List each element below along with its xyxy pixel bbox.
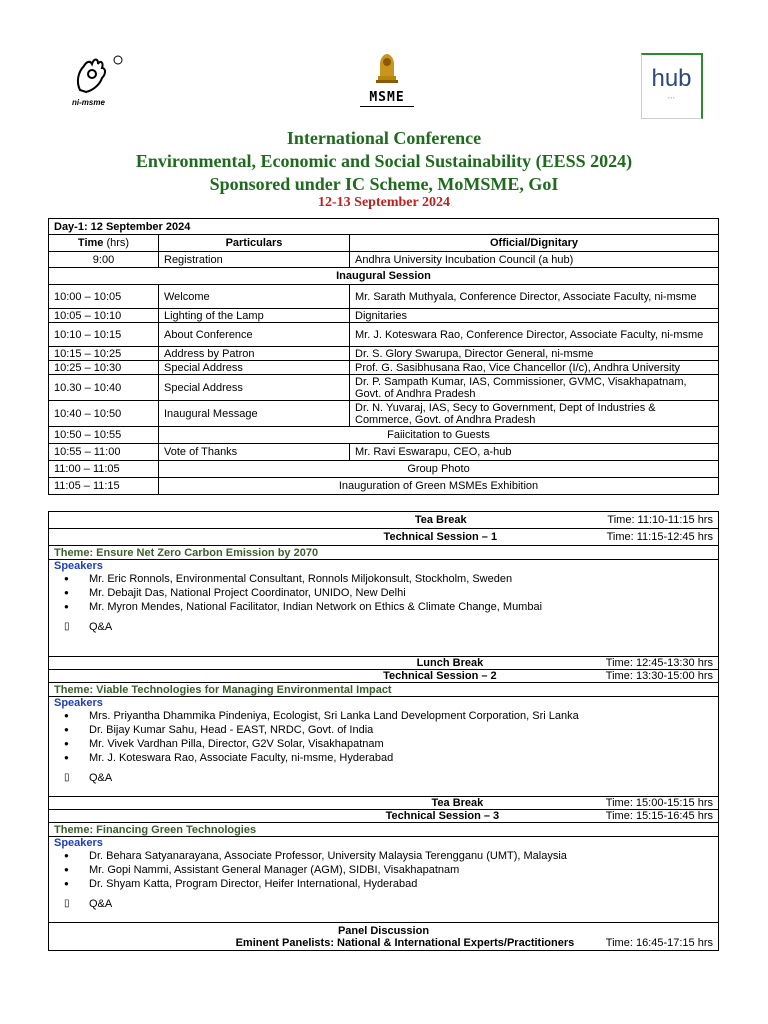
ni-msme-logo-text: ni-msme xyxy=(72,98,105,107)
a-hub-logo: hub ▪ ▪ ▪ xyxy=(641,53,703,119)
tea-break-2: Tea Break Time: 15:00-15:15 hrs xyxy=(49,797,719,810)
a-hub-logo-text: hub xyxy=(651,65,692,92)
tea-break-1: Tea Break Time: 11:10-11:15 hrs xyxy=(49,512,719,529)
list-item: ● Dr. Behara Satyanarayana, Associate Professor, University Malaysia Terengganu (UMT), Malaysia xyxy=(54,849,713,863)
list-item: ● Mr. Myron Mendes, National Facilitator, Indian Network on Ethics & Climate Change, Mumbai xyxy=(54,600,713,614)
col-time-header: Time (hrs) xyxy=(49,235,159,252)
panel-time: Time: 16:45-17:15 hrs xyxy=(605,936,713,949)
theme-1: Theme: Ensure Net Zero Carbon Emission by 2070 xyxy=(49,546,719,560)
table-row: 11:05 – 11:15 Inauguration of Green MSMEs Exhibition xyxy=(49,478,719,495)
table-row: 10.30 – 10:40 Special Address Dr. P. Sampath Kumar, IAS, Commissioner, GVMC, Visakhapatnam, Govt. of Andhra Pradesh xyxy=(49,375,719,401)
speakers-label: Speakers xyxy=(54,697,103,709)
list-item: ● Mrs. Priyantha Dhammika Pindeniya, Ecologist, Sri Lanka Land Development Corporation, Sri Lanka xyxy=(54,709,713,723)
theme-3: Theme: Financing Green Technologies xyxy=(49,823,719,837)
panel-subtitle: Eminent Panelists: National & International Experts/Practitioners xyxy=(235,936,575,949)
table-row: 9:00 Registration Andhra University Incubation Council (a hub) xyxy=(49,252,719,268)
list-item: ● Dr. Bijay Kumar Sahu, Head - EAST, NRDC, Govt. of India xyxy=(54,723,713,737)
technical-session-2: Technical Session – 2 Time: 13:30-15:00 hrs xyxy=(49,670,719,683)
sponsor-line: Sponsored under IC Scheme, MoMSME, GoI xyxy=(209,174,559,194)
speakers-label: Speakers xyxy=(54,837,103,849)
list-item: ● Mr. Vivek Vardhan Pilla, Director, G2V Solar, Visakhapatnam xyxy=(54,737,713,751)
table-row: 10:10 – 10:15 About Conference Mr. J. Koteswara Rao, Conference Director, Associate Faculty, ni-msme xyxy=(49,323,719,347)
theme-2: Theme: Viable Technologies for Managing Environmental Impact xyxy=(49,683,719,697)
table-row: 10:50 – 10:55 Faiicitation to Guests xyxy=(49,427,719,444)
table-row: 10:15 – 10:25 Address by Patron Dr. S. Glory Swarupa, Director General, ni-msme xyxy=(49,347,719,361)
technical-session-3: Technical Session – 3 Time: 15:15-16:45 hrs xyxy=(49,810,719,823)
speakers-block-3 xyxy=(49,837,719,923)
conference-subtitle: Environmental, Economic and Social Sustainability (EESS 2024) xyxy=(135,151,633,171)
speakers-block-2 xyxy=(49,697,719,797)
list-item: ● Mr. Gopi Nammi, Assistant General Manager (AGM), SIDBI, Visakhapatnam xyxy=(54,863,713,877)
list-item: ● Mr. Debajit Das, National Project Coordinator, UNIDO, New Delhi xyxy=(54,586,713,600)
qa-item: ▯ Q&A xyxy=(54,620,713,634)
conference-title: International Conference xyxy=(286,128,482,148)
list-item: ● Mr. J. Koteswara Rao, Associate Faculty, ni-msme, Hyderabad xyxy=(54,751,713,765)
table-row: 10:00 – 10:05 Welcome Mr. Sarath Muthyala, Conference Director, Associate Faculty, ni-msme xyxy=(49,285,719,309)
day1-title: Day-1: 12 September 2024 xyxy=(49,219,719,235)
list-item: ● Mr. Eric Ronnols, Environmental Consultant, Ronnols Miljokonsult, Stockholm, Sweden xyxy=(54,572,713,586)
technical-sessions-table xyxy=(48,511,719,951)
ni-msme-logo xyxy=(66,52,126,107)
panel-discussion xyxy=(49,923,719,951)
qa-item: ▯ Q&A xyxy=(54,771,713,785)
table-row: 10:05 – 10:10 Lighting of the Lamp Dignitaries xyxy=(49,309,719,323)
panel-title: Panel Discussion xyxy=(337,924,430,937)
inaugural-session-title: Inaugural Session xyxy=(49,268,719,285)
conference-dates: 12-13 September 2024 xyxy=(318,195,450,210)
speakers-block-1 xyxy=(49,560,719,657)
table-row: 11:00 – 11:05 Group Photo xyxy=(49,461,719,478)
table-row: 10:40 – 10:50 Inaugural Message Dr. N. Yuvaraj, IAS, Secy to Government, Dept of Industries & Commerce, Govt. of Andhra Pradesh xyxy=(49,401,719,427)
msme-logo-text: MSME xyxy=(369,90,405,105)
col-official-header: Official/Dignitary xyxy=(350,235,719,252)
day1-schedule-table xyxy=(48,218,719,495)
table-row: 10:25 – 10:30 Special Address Prof. G. Sasibhusana Rao, Vice Chancellor (I/c), Andhra University xyxy=(49,361,719,375)
table-row: 10:55 – 11:00 Vote of Thanks Mr. Ravi Eswarapu, CEO, a-hub xyxy=(49,444,719,461)
qa-item: ▯ Q&A xyxy=(54,897,713,911)
speakers-label: Speakers xyxy=(54,560,103,572)
technical-session-1: Technical Session – 1 Time: 11:15-12:45 hrs xyxy=(49,529,719,546)
lunch-break: Lunch Break Time: 12:45-13:30 hrs xyxy=(49,657,719,670)
msme-emblem-logo xyxy=(352,50,422,114)
col-particulars-header: Particulars xyxy=(159,235,350,252)
list-item: ● Dr. Shyam Katta, Program Director, Heifer International, Hyderabad xyxy=(54,877,713,891)
